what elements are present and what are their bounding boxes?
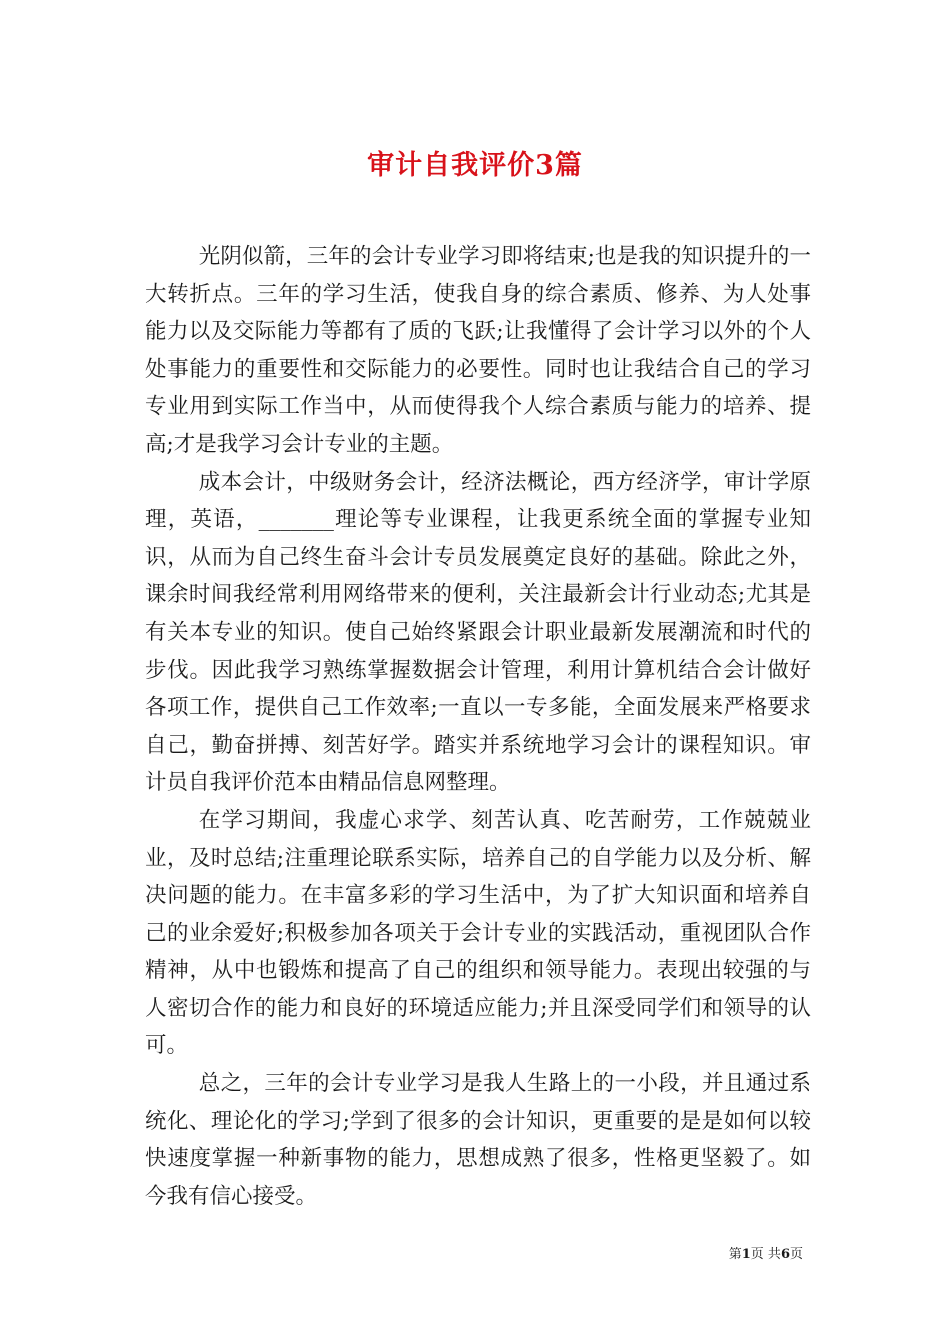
page-number-footer (729, 1246, 803, 1264)
current-page-number: 1 (741, 1247, 751, 1262)
paragraph-4: 总之，三年的会计专业学习是我人生路上的一小段，并且通过系统化、理论化的学习;学到了很多的会计知识，更重要的是是如何以较快速度掌握一种新事物的能力，思想成熟了很多，性格更坚毅了。如今我有信心接受。 (145, 1071, 811, 1209)
document-body (145, 238, 811, 1215)
footer-middle: 页 共 (750, 1247, 781, 1262)
footer-suffix: 页 (789, 1247, 803, 1262)
total-page-number: 6 (780, 1247, 790, 1262)
paragraph-1: 光阴似箭，三年的会计专业学习即将结束;也是我的知识提升的一大转折点。三年的学习生活，使我自身的综合素质、修养、为人处事能力以及交际能力等都有了质的飞跃;让我懂得了会计学习以外的个人处事能力的重要性和交际能力的必要性。同时也让我结合自己的学习专业用到实际工作当中，从而使得我个人综合素质与能力的培养、提高;才是我学习会计专业的主题。 (145, 244, 811, 457)
document-title: 审计自我评价3篇 (367, 150, 583, 182)
footer-prefix: 第 (728, 1247, 742, 1262)
paragraph-3: 在学习期间，我虚心求学、刻苦认真、吃苦耐劳，工作兢兢业业，及时总结;注重理论联系实际，培养自己的自学能力以及分析、解决问题的能力。在丰富多彩的学习生活中，为了扩大知识面和培养自己的业余爱好;积极参加各项关于会计专业的实践活动，重视团队合作精神，从中也锻炼和提高了自己的组织和领导能力。表现出较强的与人密切合作的能力和良好的环境适应能力;并且深受同学们和领导的认可。 (145, 807, 811, 1059)
paragraph-2: 成本会计，中级财务会计，经济法概论，西方经济学，审计学原理，英语，_______理论等专业课程，让我更系统全面的掌握专业知识，从而为自己终生奋斗会计专员发展奠定良好的基础。除此之外，课余时间我经常利用网络带来的便利，关注最新会计行业动态;尤其是有关本专业的知识。使自己始终紧跟会计职业最新发展潮流和时代的步伐。因此我学习熟练掌握数据会计管理，利用计算机结合会计做好各项工作，提供自己工作效率;一直以一专多能，全面发展来严格要求自己，勤奋拼搏、刻苦好学。踏实并系统地学习会计的课程知识。审计员自我评价范本由精品信息网整理。 (145, 469, 811, 796)
